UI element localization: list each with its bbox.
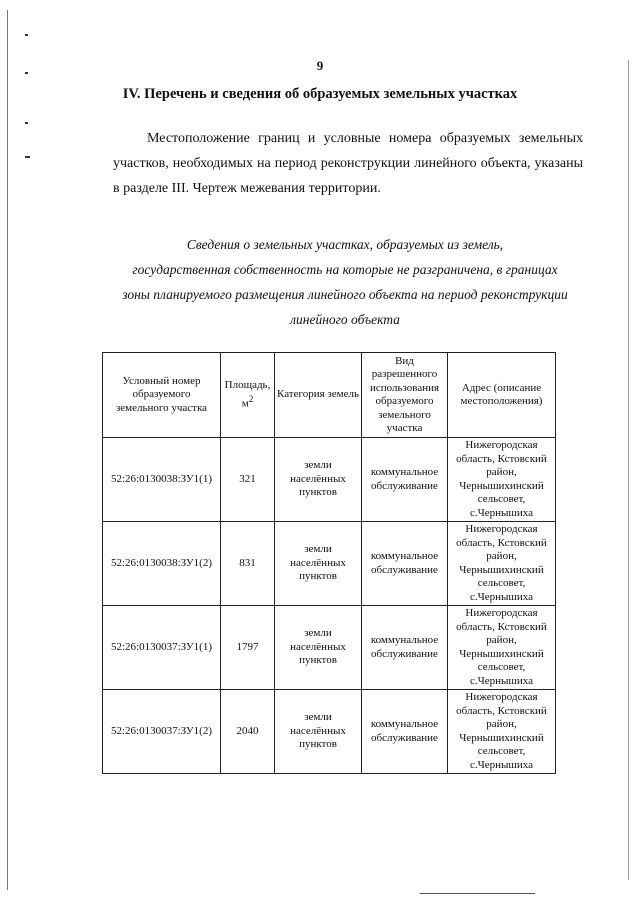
- table-row: [103, 690, 556, 774]
- cell-area: 321: [221, 438, 275, 522]
- scan-left-edge: [7, 10, 8, 890]
- cell-use: коммунальное обслуживание: [362, 606, 448, 690]
- cell-category: земли населённых пунктов: [275, 606, 362, 690]
- scan-mark: [25, 156, 30, 158]
- cell-area: 1797: [221, 606, 275, 690]
- parcels-table: [102, 352, 556, 774]
- caption-line: Сведения о земельных участках, образуемых из земель,: [186, 237, 504, 252]
- scan-mark: [25, 34, 28, 36]
- scan-footer-line: [420, 893, 535, 894]
- page-number: 9: [316, 58, 324, 73]
- cell-area: 2040: [221, 690, 275, 774]
- cell-address: Нижегородская область, Кстовский район, Чернышихинский сельсовет, с.Чернышиха: [448, 438, 556, 522]
- cell-category: земли населённых пунктов: [275, 690, 362, 774]
- table-row: [103, 606, 556, 690]
- table-caption: [100, 232, 590, 332]
- cell-number: 52:26:0130038:ЗУ1(1): [103, 438, 221, 522]
- header-area-unit-power: 2: [248, 393, 254, 404]
- header-use: Вид разрешенного использования образуемого земельного участка: [362, 353, 448, 438]
- cell-address: Нижегородская область, Кстовский район, Чернышихинский сельсовет, с.Чернышиха: [448, 522, 556, 606]
- header-area-label: Площадь,: [224, 379, 271, 392]
- cell-number: 52:26:0130037:ЗУ1(1): [103, 606, 221, 690]
- header-category: Категория земель: [275, 353, 362, 438]
- table-row: [103, 522, 556, 606]
- cell-area: 831: [221, 522, 275, 606]
- cell-category: земли населённых пунктов: [275, 522, 362, 606]
- intro-paragraph: [113, 126, 583, 201]
- cell-number: 52:26:0130038:ЗУ1(2): [103, 522, 221, 606]
- caption-line: линейного объекта: [290, 312, 400, 327]
- section-title: IV. Перечень и сведения об образуемых земельных участках: [122, 86, 518, 102]
- intro-line: в разделе III. Чертеж межевания территории.: [113, 181, 381, 196]
- intro-line: Местоположение границ и условные номера образуемых земельных: [147, 131, 583, 146]
- cell-use: коммунальное обслуживание: [362, 690, 448, 774]
- cell-use: коммунальное обслуживание: [362, 522, 448, 606]
- intro-line: участков, необходимых на период реконструкции линейного объекта, указаны: [113, 156, 583, 171]
- scan-mark: [25, 122, 28, 124]
- header-area: [221, 353, 275, 438]
- caption-line: государственная собственность на которые не разграничена, в границах: [132, 262, 558, 277]
- header-address: Адрес (описание местоположения): [448, 353, 556, 438]
- scan-right-edge: [628, 60, 629, 880]
- table-header-row: [103, 353, 556, 438]
- cell-use: коммунальное обслуживание: [362, 438, 448, 522]
- cell-address: Нижегородская область, Кстовский район, Чернышихинский сельсовет, с.Чернышиха: [448, 690, 556, 774]
- table-row: [103, 438, 556, 522]
- header-area-unit: м: [241, 397, 249, 410]
- cell-address: Нижегородская область, Кстовский район, Чернышихинский сельсовет, с.Чернышиха: [448, 606, 556, 690]
- caption-line: зоны планируемого размещения линейного объекта на период реконструкции: [122, 287, 568, 302]
- cell-category: земли населённых пунктов: [275, 438, 362, 522]
- cell-number: 52:26:0130037:ЗУ1(2): [103, 690, 221, 774]
- header-number: Условный номер образуемого земельного участка: [103, 353, 221, 438]
